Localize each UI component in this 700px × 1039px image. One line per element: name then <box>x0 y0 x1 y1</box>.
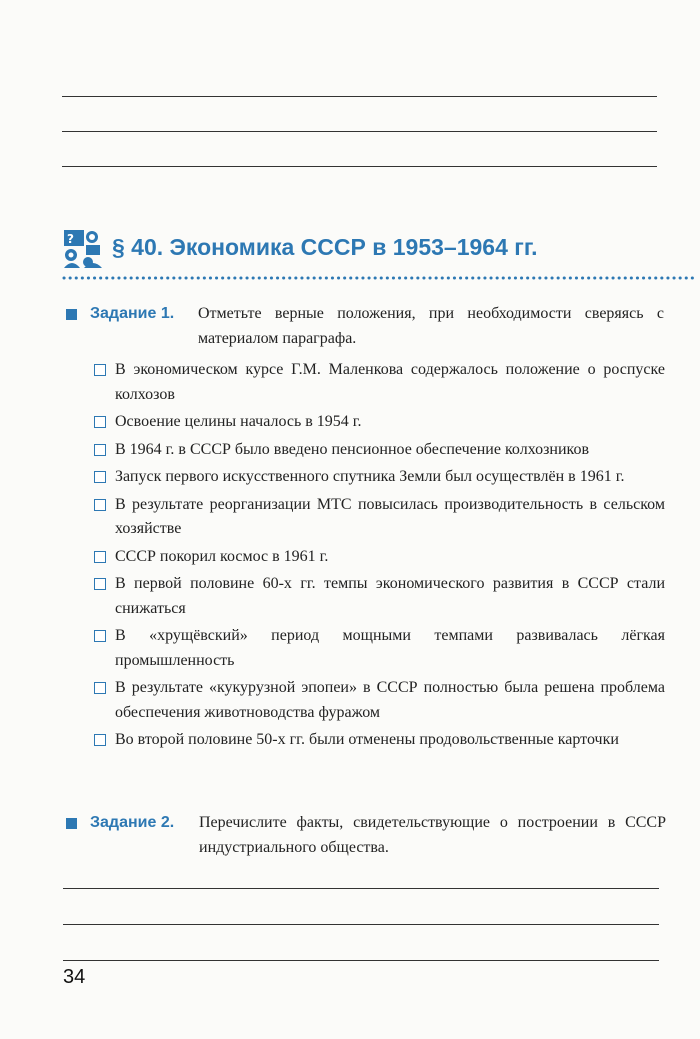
checkbox[interactable] <box>94 471 106 483</box>
task-marker-icon <box>66 818 77 829</box>
checkbox[interactable] <box>94 630 106 642</box>
checkbox[interactable] <box>94 551 106 563</box>
checkbox[interactable] <box>94 444 106 456</box>
answer-line[interactable] <box>63 960 659 961</box>
answer-line[interactable] <box>63 888 659 889</box>
statement-text: Освоение целины началось в 1954 г. <box>115 413 362 430</box>
checkbox[interactable] <box>94 364 106 376</box>
dotted-divider <box>62 274 698 282</box>
checkbox[interactable] <box>94 416 106 428</box>
answer-line[interactable] <box>62 96 657 97</box>
statement-item <box>93 438 665 463</box>
answer-line[interactable] <box>63 924 659 925</box>
section-header <box>62 228 682 272</box>
task-2-text: Перечислите факты, свидетельствующие о построении в СССР индустриального общества. <box>199 814 666 856</box>
statement-text: В результате «кукурузной эпопеи» в СССР полностью была решена проблема обеспечения животноводства фуражом <box>115 679 665 721</box>
statement-text: Запуск первого искусственного спутника Земли был осуществлён в 1961 г. <box>115 468 625 485</box>
statement-text: В экономическом курсе Г.М. Маленкова содержалось положение о роспуске колхозов <box>115 361 665 403</box>
task-marker-icon <box>66 309 77 320</box>
task-1-text: Отметьте верные положения, при необходимости сверяясь с материалом параграфа. <box>198 305 664 347</box>
statement-item <box>93 410 665 435</box>
task-2 <box>62 810 672 860</box>
task-1-label: Задание 1. <box>90 305 175 322</box>
statement-item <box>93 728 665 753</box>
statement-text: СССР покорил космос в 1961 г. <box>115 547 329 565</box>
statement-item <box>93 676 665 725</box>
answer-line[interactable] <box>62 131 657 132</box>
statement-item <box>93 493 665 542</box>
statement-list <box>93 358 665 756</box>
page-number: 34 <box>63 966 86 988</box>
statement-item <box>93 624 665 673</box>
statement-text: В результате реорганизации МТС повысилась производительность в сельском хозяйстве <box>115 495 665 537</box>
checkbox[interactable] <box>94 682 106 694</box>
answer-line[interactable] <box>62 166 657 167</box>
statement-text: В «хрущёвский» период мощными темпами развивалась лёгкая промышленность <box>115 627 665 669</box>
task-2-label: Задание 2. <box>90 814 175 831</box>
checkbox[interactable] <box>94 734 106 746</box>
statement-item <box>93 572 665 621</box>
checkbox[interactable] <box>94 499 106 511</box>
worksheet-clipart-icon <box>62 228 104 270</box>
task-1 <box>62 301 672 351</box>
checkbox[interactable] <box>94 578 106 590</box>
statement-text: В 1964 г. в СССР было введено пенсионное обеспечение колхозников <box>115 440 590 458</box>
statement-item <box>93 358 665 407</box>
statement-item <box>93 545 665 570</box>
svg-text:?: ? <box>67 232 74 246</box>
statement-item <box>93 465 665 490</box>
statement-text: В первой половине 60-х гг. темпы экономического развития в СССР стали снижаться <box>115 575 665 617</box>
section-title: § 40. Экономика СССР в 1953–1964 гг. <box>112 234 538 260</box>
statement-text: Во второй половине 50-х гг. были отменены продовольственные карточки <box>115 731 619 748</box>
